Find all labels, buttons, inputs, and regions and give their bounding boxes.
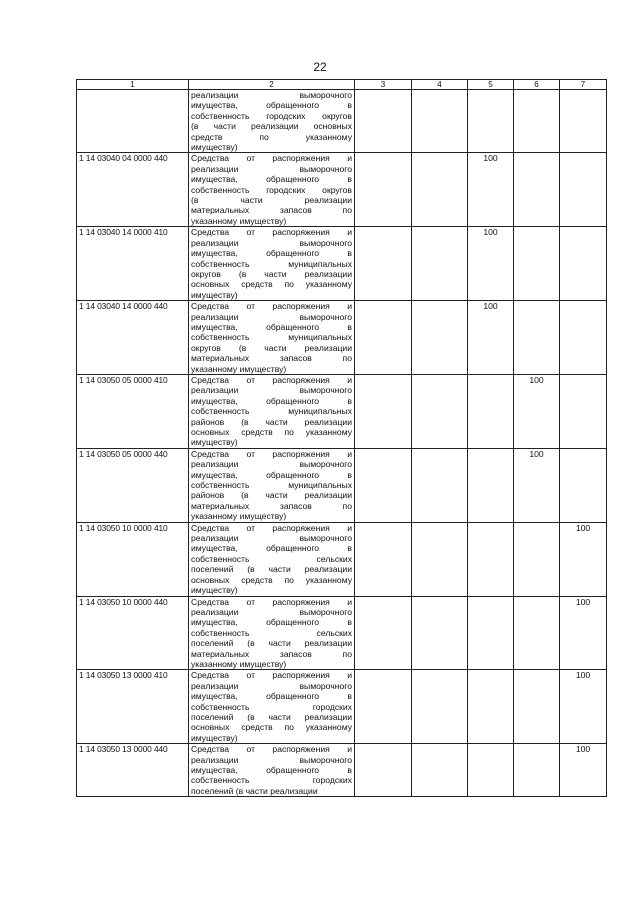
description-line: имуществу) — [191, 437, 238, 448]
description-line: имуществу) — [191, 142, 238, 153]
share-percent-col-7 — [560, 153, 607, 227]
share-percent-col-6 — [514, 90, 560, 153]
budget-code-cell: 1 14 03040 04 0000 440 — [77, 153, 189, 227]
description-line: собственность муниципальных — [191, 258, 352, 269]
revenue-description-cell — [189, 670, 355, 744]
description-line: округов (в части реализации — [191, 268, 352, 279]
table-row — [77, 596, 607, 670]
description-line: основных средств по указанному — [191, 722, 352, 733]
share-percent-col-7: 100 — [560, 596, 607, 670]
description-line: имуществу) — [191, 289, 238, 300]
share-percent-col-4 — [412, 374, 468, 448]
description-line: Средства от распоряжения и — [191, 744, 352, 755]
description-line: имуществу) — [191, 585, 238, 596]
revenue-description-cell — [189, 448, 355, 522]
description-line: имущества, обращенного в — [191, 765, 352, 775]
description-line: поселений (в части реализации — [191, 638, 352, 649]
share-percent-col-3 — [355, 596, 412, 670]
description-line: имуществу) — [191, 732, 238, 743]
share-percent-col-3 — [355, 522, 412, 596]
revenue-description-cell — [189, 522, 355, 596]
description-line: собственность муниципальных — [191, 406, 352, 417]
share-percent-col-7 — [560, 301, 607, 375]
share-percent-col-6 — [514, 153, 560, 227]
description-line: имущества, обращенного в — [191, 174, 352, 185]
share-percent-col-5: 100 — [468, 153, 514, 227]
share-percent-col-5 — [468, 670, 514, 744]
description-line: Средства от распоряжения и — [191, 227, 352, 238]
description-line: реализации выморочного — [191, 385, 352, 396]
description-line: основных средств по указанному — [191, 427, 352, 437]
share-percent-col-3 — [355, 301, 412, 375]
share-percent-col-5 — [468, 90, 514, 153]
description-line: средств по указанному — [191, 131, 352, 142]
description-line: поселений (в части реализации — [191, 564, 352, 575]
description-line: Средства от распоряжения и — [191, 153, 352, 164]
description-line: районов (в части реализации — [191, 416, 352, 427]
description-line: реализации выморочного — [191, 90, 352, 100]
share-percent-col-6 — [514, 522, 560, 596]
description-line: собственность муниципальных — [191, 480, 352, 491]
description-line: указанному имуществу) — [191, 215, 287, 226]
description-line: имущества, обращенного в — [191, 543, 352, 554]
share-percent-col-6 — [514, 227, 560, 301]
share-percent-col-5 — [468, 596, 514, 670]
table-row — [77, 90, 607, 153]
budget-code-cell: 1 14 03050 13 0000 410 — [77, 670, 189, 744]
revenue-description-cell — [189, 301, 355, 375]
table-row — [77, 227, 607, 301]
share-percent-col-6: 100 — [514, 448, 560, 522]
share-percent-col-7 — [560, 90, 607, 153]
share-percent-col-3 — [355, 374, 412, 448]
description-line: имущества, обращенного в — [191, 248, 352, 259]
description-line: имущества, обращенного в — [191, 321, 352, 332]
description-line: (в части реализации основных — [191, 121, 352, 132]
description-line: Средства от распоряжения и — [191, 301, 352, 312]
share-percent-col-4 — [412, 744, 468, 797]
description-line: имущества, обращенного в — [191, 617, 352, 628]
description-line: реализации выморочного — [191, 606, 352, 617]
budget-code-cell: 1 14 03050 13 0000 440 — [77, 744, 189, 797]
description-line: Средства от распоряжения и — [191, 374, 352, 385]
budget-code-cell: 1 14 03040 14 0000 440 — [77, 301, 189, 375]
share-percent-col-7 — [560, 374, 607, 448]
description-line: Средства от распоряжения и — [191, 596, 352, 607]
description-line: реализации выморочного — [191, 163, 352, 174]
table-row — [77, 374, 607, 448]
description-line: материальных запасов по — [191, 205, 352, 216]
share-percent-col-4 — [412, 153, 468, 227]
revenue-description-cell — [189, 596, 355, 670]
budget-code-cell — [77, 90, 189, 153]
description-line: основных средств по указанному — [191, 279, 352, 290]
description-line: собственность сельских — [191, 627, 352, 638]
share-percent-col-6 — [514, 744, 560, 797]
description-line: реализации выморочного — [191, 311, 352, 322]
table-row — [77, 301, 607, 375]
description-line: материальных запасов по — [191, 648, 352, 659]
description-line: районов (в части реализации — [191, 490, 352, 501]
budget-code-cell: 1 14 03040 14 0000 410 — [77, 227, 189, 301]
column-header-7: 7 — [560, 80, 607, 90]
description-line: собственность городских округов — [191, 110, 352, 121]
budget-code-cell: 1 14 03050 05 0000 440 — [77, 448, 189, 522]
column-header-1: 1 — [77, 80, 189, 90]
column-header-5: 5 — [468, 80, 514, 90]
share-percent-col-3 — [355, 670, 412, 744]
description-line: округов (в части реализации — [191, 342, 352, 353]
column-header-2: 2 — [189, 80, 355, 90]
description-line: реализации выморочного — [191, 754, 352, 765]
budget-code-cell: 1 14 03050 10 0000 410 — [77, 522, 189, 596]
share-percent-col-7 — [560, 227, 607, 301]
share-percent-col-5: 100 — [468, 227, 514, 301]
revenue-distribution-table — [76, 79, 607, 797]
share-percent-col-5: 100 — [468, 301, 514, 375]
share-percent-col-4 — [412, 448, 468, 522]
table-row — [77, 744, 607, 797]
table-row — [77, 670, 607, 744]
description-line: имущества, обращенного в — [191, 395, 352, 406]
table-row — [77, 448, 607, 522]
description-line: указанному имуществу) — [191, 658, 287, 669]
share-percent-col-6 — [514, 670, 560, 744]
description-line: реализации выморочного — [191, 237, 352, 248]
description-line: (в части реализации — [191, 195, 352, 206]
budget-code-cell: 1 14 03050 10 0000 440 — [77, 596, 189, 670]
share-percent-col-5 — [468, 522, 514, 596]
table-row — [77, 153, 607, 227]
description-line: поселений (в части реализации — [191, 711, 352, 722]
revenue-description-cell — [189, 153, 355, 227]
table-body — [77, 90, 607, 797]
share-percent-col-6 — [514, 596, 560, 670]
revenue-description-cell — [189, 227, 355, 301]
description-line: основных средств по указанному — [191, 574, 352, 585]
description-line: указанному имуществу) — [191, 363, 287, 374]
description-line: собственность городских округов — [191, 184, 352, 195]
description-line: материальных запасов по — [191, 353, 352, 364]
description-line: имущества, обращенного в — [191, 469, 352, 480]
description-line: имущества, обращенного в — [191, 691, 352, 702]
share-percent-col-6: 100 — [514, 374, 560, 448]
column-header-3: 3 — [355, 80, 412, 90]
revenue-description-cell — [189, 374, 355, 448]
description-line: поселений (в части реализации — [191, 785, 318, 796]
share-percent-col-4 — [412, 522, 468, 596]
share-percent-col-3 — [355, 227, 412, 301]
share-percent-col-7: 100 — [560, 522, 607, 596]
share-percent-col-7 — [560, 448, 607, 522]
description-line: собственность сельских — [191, 553, 352, 564]
description-line: реализации выморочного — [191, 680, 352, 691]
revenue-description-cell — [189, 90, 355, 153]
share-percent-col-4 — [412, 90, 468, 153]
share-percent-col-3 — [355, 153, 412, 227]
description-line: реализации выморочного — [191, 459, 352, 470]
share-percent-col-6 — [514, 301, 560, 375]
budget-code-cell: 1 14 03050 05 0000 410 — [77, 374, 189, 448]
share-percent-col-4 — [412, 670, 468, 744]
column-header-6: 6 — [514, 80, 560, 90]
description-line: собственность муниципальных — [191, 332, 352, 343]
description-line: Средства от распоряжения и — [191, 670, 352, 681]
share-percent-col-3 — [355, 744, 412, 797]
description-line: имущества, обращенного в — [191, 100, 352, 111]
share-percent-col-4 — [412, 596, 468, 670]
description-line: указанному имуществу) — [191, 511, 287, 522]
share-percent-col-5 — [468, 448, 514, 522]
description-line: собственность городских — [191, 775, 352, 786]
description-line: Средства от распоряжения и — [191, 448, 352, 459]
revenue-description-cell — [189, 744, 355, 797]
share-percent-col-4 — [412, 301, 468, 375]
page-number: 22 — [313, 60, 327, 74]
share-percent-col-4 — [412, 227, 468, 301]
share-percent-col-7: 100 — [560, 744, 607, 797]
table-header-row — [77, 80, 607, 90]
description-line: реализации выморочного — [191, 533, 352, 544]
share-percent-col-3 — [355, 448, 412, 522]
description-line: собственность городских — [191, 701, 352, 712]
description-line: Средства от распоряжения и — [191, 522, 352, 533]
table-row — [77, 522, 607, 596]
description-line: материальных запасов по — [191, 500, 352, 511]
share-percent-col-5 — [468, 374, 514, 448]
share-percent-col-3 — [355, 90, 412, 153]
share-percent-col-7: 100 — [560, 670, 607, 744]
column-header-4: 4 — [412, 80, 468, 90]
share-percent-col-5 — [468, 744, 514, 797]
